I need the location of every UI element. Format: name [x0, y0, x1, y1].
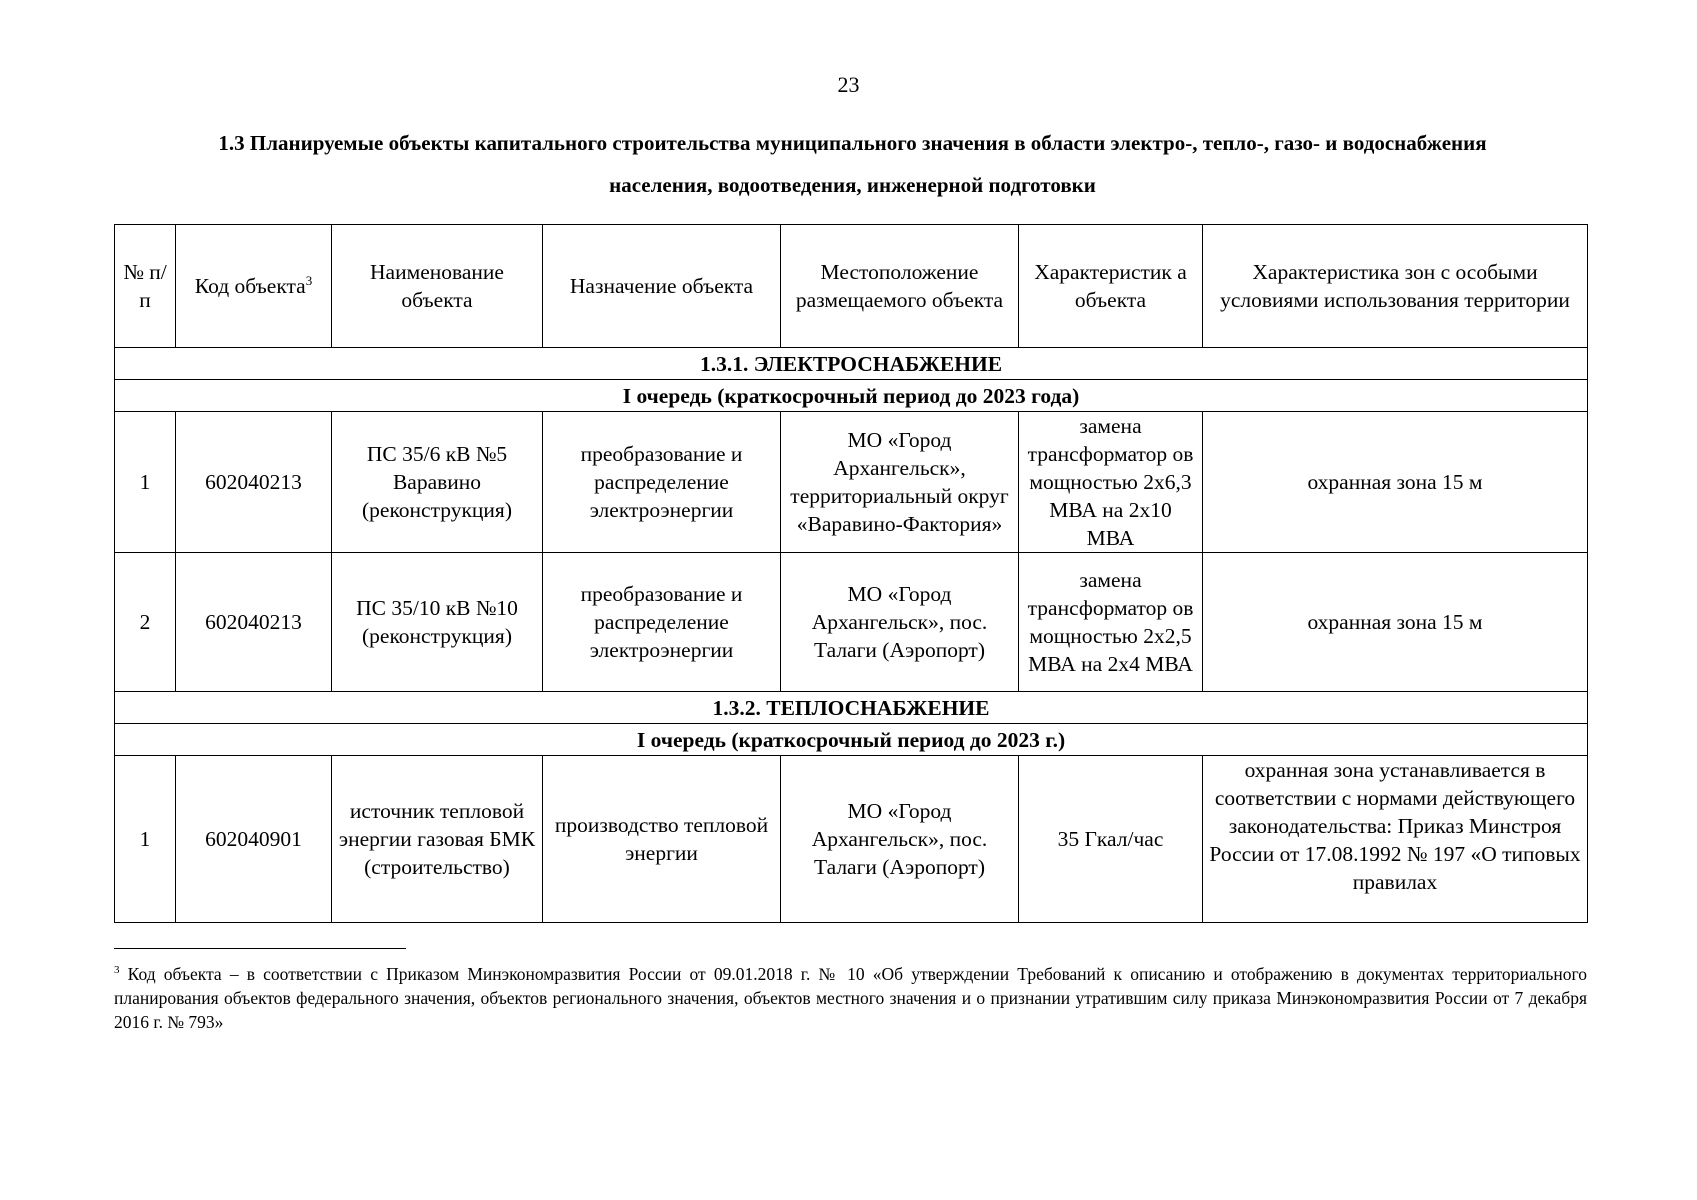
section-heading-heating: 1.3.2. ТЕПЛОСНАБЖЕНИЕ [115, 692, 1588, 724]
cell-characteristic: замена трансформатор ов мощностью 2х2,5 МВА на 2х4 МВА [1019, 553, 1203, 692]
section-subheading-heating-stage1: I очередь (краткосрочный период до 2023 г.) [115, 724, 1588, 756]
footnote-marker: 3 [114, 964, 120, 977]
header-code [176, 225, 332, 348]
cell-location: МО «Город Архангельск», пос. Талаги (Аэропорт) [781, 756, 1019, 923]
cell-code: 602040213 [176, 553, 332, 692]
page-number: 23 [837, 72, 860, 97]
table-row [115, 756, 1588, 923]
cell-name: источник тепловой энергии газовая БМК (строительство) [332, 756, 543, 923]
planned-objects-table [114, 224, 1588, 923]
section-subheading-row [115, 724, 1588, 756]
header-location: Местоположение размещаемого объекта [781, 225, 1019, 348]
cell-num: 1 [115, 756, 176, 923]
cell-zones: охранная зона 15 м [1203, 553, 1588, 692]
cell-location: МО «Город Архангельск», пос. Талаги (Аэропорт) [781, 553, 1019, 692]
cell-zones: охранная зона устанавливается в соответствии с нормами действующего законодательства: Приказ Минстроя России от 17.08.1992 № 197 «О типовых правилах [1203, 756, 1588, 923]
footnote-ref: 3 [305, 272, 313, 288]
section-title: 1.3 Планируемые объекты капитального строительства муниципального значения в области электро-, тепло-, газо- и водоснабжения населения, водоотведения, инженерной подготовки [218, 131, 1487, 197]
footnote-separator [114, 948, 406, 949]
cell-name: ПС 35/6 кВ №5 Варавино (реконструкция) [332, 412, 543, 553]
cell-location: МО «Город Архангельск», территориальный округ «Варавино-Фактория» [781, 412, 1019, 553]
cell-num: 2 [115, 553, 176, 692]
footnote [114, 962, 1587, 1034]
cell-zones: охранная зона 15 м [1203, 412, 1588, 553]
cell-purpose: производство тепловой энергии [543, 756, 781, 923]
section-subheading-row [115, 380, 1588, 412]
cell-purpose: преобразование и распределение электроэнергии [543, 412, 781, 553]
cell-purpose: преобразование и распределение электроэнергии [543, 553, 781, 692]
section-heading-row [115, 692, 1588, 724]
header-code-label: Код объекта [194, 274, 306, 298]
footnote-text: Код объекта – в соответствии с Приказом Минэкономразвития России от 09.01.2018 г. № 10 «Об утверждении Требований к описанию и отображению в документах территориального планирования объектов федерального значения, объектов регионального значения, объектов местного значения и о признании утратившим силу приказа Минэкономразвития России от 7 декабря 2016 г. № 793» [114, 964, 1587, 1032]
cell-characteristic: замена трансформатор ов мощностью 2х6,3 МВА на 2х10 МВА [1019, 412, 1203, 553]
section-heading-row [115, 348, 1588, 380]
table-row [115, 553, 1588, 692]
section-subheading-electricity-stage1: I очередь (краткосрочный период до 2023 года) [115, 380, 1588, 412]
cell-num: 1 [115, 412, 176, 553]
table-header-row [115, 225, 1588, 348]
table-row [115, 412, 1588, 553]
cell-characteristic: 35 Гкал/час [1019, 756, 1203, 923]
header-zones: Характеристика зон с особыми условиями использования территории [1203, 225, 1588, 348]
header-num: № п/п [115, 225, 176, 348]
cell-name: ПС 35/10 кВ №10 (реконструкция) [332, 553, 543, 692]
cell-code: 602040901 [176, 756, 332, 923]
header-purpose: Назначение объекта [543, 225, 781, 348]
header-name: Наименование объекта [332, 225, 543, 348]
header-characteristic: Характеристик а объекта [1019, 225, 1203, 348]
cell-code: 602040213 [176, 412, 332, 553]
section-heading-electricity: 1.3.1. ЭЛЕКТРОСНАБЖЕНИЕ [115, 348, 1588, 380]
